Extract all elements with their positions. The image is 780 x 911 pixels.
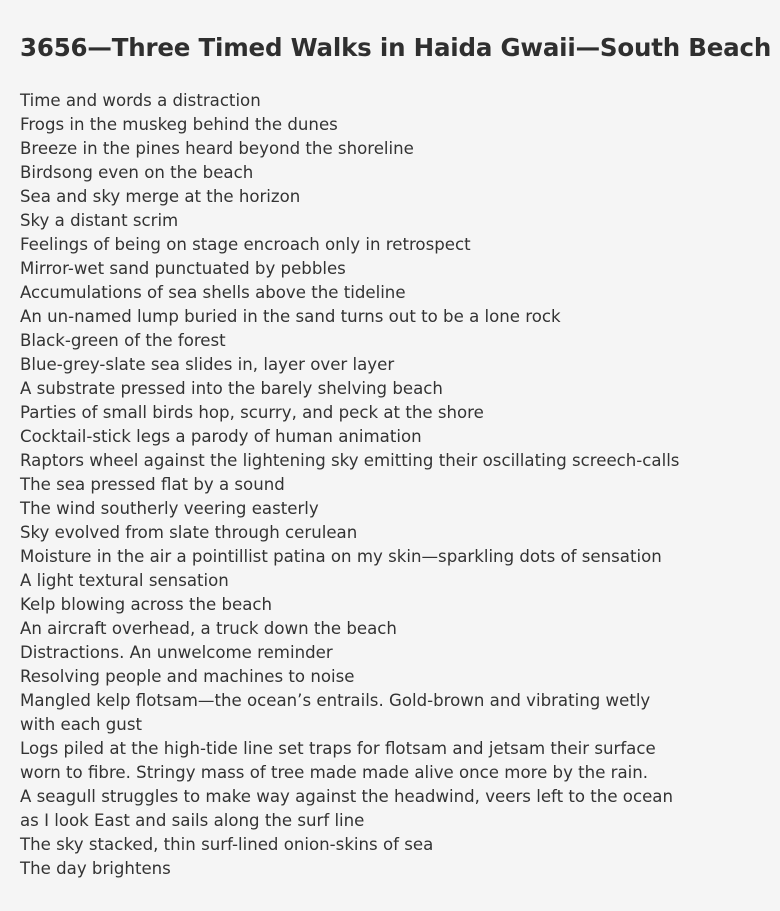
poem-line: Sky evolved from slate through cerulean: [20, 523, 358, 542]
poem-line: Resolving people and machines to noise: [20, 667, 355, 686]
poem-line: Birdsong even on the beach: [20, 163, 254, 182]
poem-line: Logs piled at the high-tide line set traps for flotsam and jetsam their surface: [20, 739, 656, 758]
poem-line: Kelp blowing across the beach: [20, 595, 273, 614]
poem-line: Black-green of the forest: [20, 331, 226, 350]
poem-line: Sky a distant scrim: [20, 211, 179, 230]
poem-line: Frogs in the muskeg behind the dunes: [20, 115, 338, 134]
poem-line: worn to fibre. Stringy mass of tree made made alive once more by the rain.: [20, 763, 649, 782]
poem-line: A light textural sensation: [20, 571, 229, 590]
poem-body: [20, 89, 760, 881]
poem-line: Sea and sky merge at the horizon: [20, 187, 301, 206]
poem-line: as I look East and sails along the surf line: [20, 811, 365, 830]
poem-line: Accumulations of sea shells above the tideline: [20, 283, 406, 302]
poem-line: An un-named lump buried in the sand turns out to be a lone rock: [20, 307, 561, 326]
poem-line: Cocktail-stick legs a parody of human animation: [20, 427, 422, 446]
poem-line: with each gust: [20, 715, 142, 734]
poem-line: A seagull struggles to make way against the headwind, veers left to the ocean: [20, 787, 673, 806]
poem-line: Blue-grey-slate sea slides in, layer over layer: [20, 355, 395, 374]
poem-line: Mangled kelp flotsam—the ocean’s entrails. Gold-brown and vibrating wetly: [20, 691, 651, 710]
poem-line: Feelings of being on stage encroach only in retrospect: [20, 235, 471, 254]
poem-line: Time and words a distraction: [20, 91, 261, 110]
page-title: 3656—Three Timed Walks in Haida Gwaii—South Beach: [20, 33, 772, 62]
poem-line: Parties of small birds hop, scurry, and peck at the shore: [20, 403, 484, 422]
poem-line: Breeze in the pines heard beyond the shoreline: [20, 139, 414, 158]
poem-line: The sea pressed flat by a sound: [20, 475, 285, 494]
poem-line: Mirror-wet sand punctuated by pebbles: [20, 259, 346, 278]
poem-line: The sky stacked, thin surf-lined onion-skins of sea: [20, 835, 434, 854]
poem-line: The day brightens: [20, 859, 171, 878]
poem-line: The wind southerly veering easterly: [20, 499, 319, 518]
poem-line: Distractions. An unwelcome reminder: [20, 643, 333, 662]
poem-line: Raptors wheel against the lightening sky emitting their oscillating screech-calls: [20, 451, 680, 470]
poem-line: Moisture in the air a pointillist patina on my skin—sparkling dots of sensation: [20, 547, 662, 566]
poem-line: An aircraft overhead, a truck down the beach: [20, 619, 397, 638]
poem-line: A substrate pressed into the barely shelving beach: [20, 379, 443, 398]
